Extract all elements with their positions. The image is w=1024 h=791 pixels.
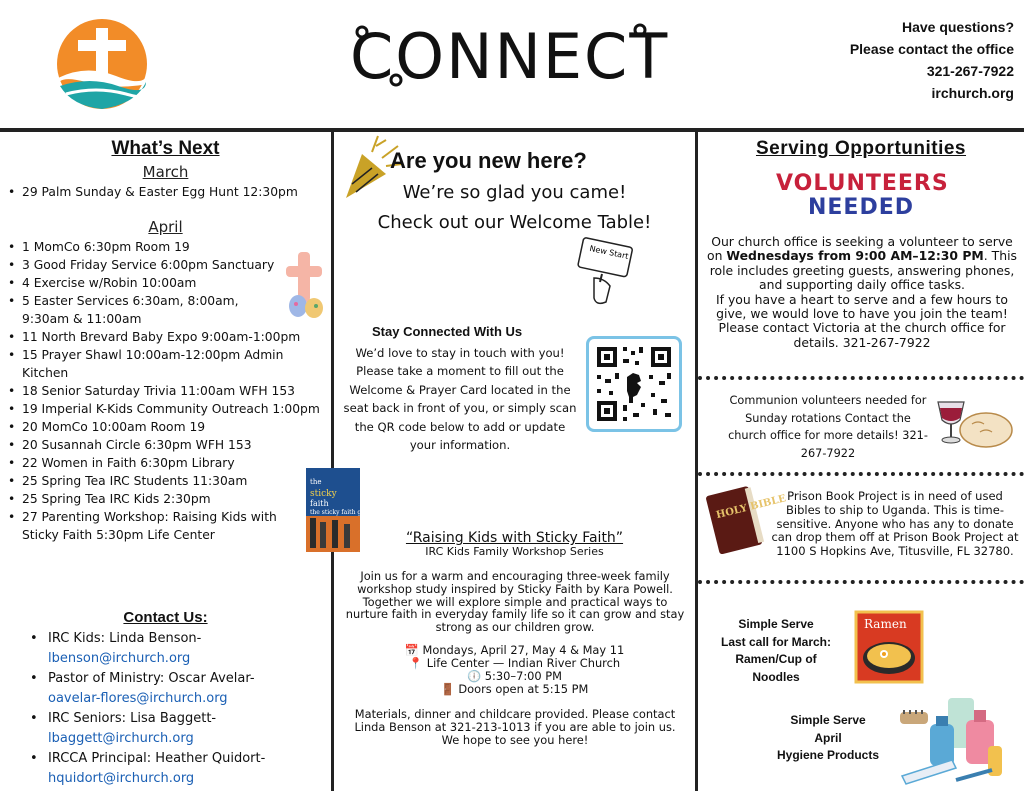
svg-text:sticky: sticky xyxy=(310,489,337,499)
march-event-list xyxy=(0,183,331,201)
list-item: • 29 Palm Sunday & Easter Egg Hunt 12:30pm xyxy=(8,183,331,201)
dotted-divider xyxy=(698,580,1024,584)
schedule-line: 📅 Mondays, April 27, May 4 & May 11 xyxy=(404,643,625,657)
needed-word: NEEDED xyxy=(807,195,915,220)
svg-text:faith: faith xyxy=(310,499,329,508)
contact-label: IRC Kids: Linda Benson- xyxy=(48,631,202,646)
connect-wordmark xyxy=(350,20,685,93)
qr-code[interactable] xyxy=(586,336,682,432)
svg-text:New Start: New Start xyxy=(588,243,630,261)
new-start-sign-icon xyxy=(574,238,644,308)
qr-code-icon xyxy=(589,339,679,429)
svg-text:CONNECT: CONNECT xyxy=(350,20,670,93)
serving-title: Serving Opportunities xyxy=(755,138,967,159)
april-event-list xyxy=(0,238,331,544)
list-item: • 19 Imperial K-Kids Community Outreach 1:00pm xyxy=(8,400,331,418)
list-item: • 5 Easter Services 6:30am, 8:00am, 9:30am & 11:00am xyxy=(8,292,331,328)
list-item xyxy=(22,629,322,669)
contact-us-title: Contact Us: xyxy=(123,609,208,626)
contact-email-link[interactable]: hquidort@irchurch.org xyxy=(48,771,195,786)
dotted-divider xyxy=(698,472,1024,476)
sticky-faith-subtitle: IRC Kids Family Workshop Series xyxy=(425,545,604,558)
list-item: • 15 Prayer Shawl 10:00am-12:00pm Admin Kitchen xyxy=(8,346,331,382)
schedule-line: 🕕 5:30–7:00 PM xyxy=(467,669,562,683)
list-item xyxy=(22,709,322,749)
header-website[interactable]: irchurch.org xyxy=(931,85,1014,101)
list-item: • 3 Good Friday Service 6:00pm Sanctuary xyxy=(8,256,331,274)
whats-next-title: What’s Next xyxy=(111,138,220,159)
schedule-line: 📍 Life Center — Indian River Church xyxy=(408,656,621,670)
contact-label: IRC Seniors: Lisa Baggett- xyxy=(48,711,217,726)
svg-text:HOLY BIBLE: HOLY BIBLE xyxy=(715,493,788,522)
list-item: • 20 Susannah Circle 6:30pm WFH 153 xyxy=(8,436,331,454)
welcome-title: Are you new here? xyxy=(390,148,587,173)
stay-connected-body: We’d love to stay in touch with you! Please take a moment to fill out the Welcome & Prayer Card located in the seat back in front of you, or simply scan the QR code below to add or update your information. xyxy=(343,346,577,453)
list-item: • 25 Spring Tea IRC Students 11:30am xyxy=(8,472,331,490)
easter-cross-icon xyxy=(284,250,328,320)
communion-text: Communion volunteers needed for Sunday rotations Contact the church office for more details! 321-267-7922 xyxy=(728,394,928,460)
welcome-line: Check out our Welcome Table! xyxy=(377,212,652,233)
contact-email-link[interactable]: lbenson@irchurch.org xyxy=(48,651,191,666)
ramen-cup-icon xyxy=(854,610,924,684)
contact-list xyxy=(22,629,322,789)
header-contact-line: Please contact the office xyxy=(849,41,1014,57)
church-logo-icon xyxy=(56,18,148,110)
svg-text:the: the xyxy=(310,478,322,486)
list-item: • 25 Spring Tea IRC Kids 2:30pm xyxy=(8,490,331,508)
list-item: • 22 Women in Faith 6:30pm Library xyxy=(8,454,331,472)
svg-text:the sticky faith guide for you: the sticky faith guide for your family xyxy=(310,509,422,516)
communion-cup-bread-icon xyxy=(934,394,1014,454)
prison-book-project-text: Prison Book Project is in need of used Bibles to ship to Uganda. This is time-sensitive. Anyone who has any to donate can drop them off at Prison Book Project at 1100 S Hopkins Ave, Titusville, FL 32780. xyxy=(771,489,1019,559)
dotted-divider xyxy=(698,376,1024,380)
contact-label: IRCCA Principal: Heather Quidort- xyxy=(48,751,266,766)
schedule-line: 🚪 Doors open at 5:15 PM xyxy=(440,682,589,696)
office-volunteer-text: Our church office is seeking a volunteer to serve on Wednesdays from 9:00 AM–12:30 PM. This role includes greeting guests, answering phones, and supporting daily office tasks. If you have a heart to serve and a few hours to give, we would love to have you join the team! Please contact Victoria at the church office for details. 321-267-7922 xyxy=(707,234,1017,350)
sticky-faith-footer: Materials, dinner and childcare provided. Please contact Linda Benson at 321-213-1013 if you are able to join us. We hope to see you here! xyxy=(354,707,676,747)
list-item: • 4 Exercise w/Robin 10:00am xyxy=(8,274,331,292)
simple-serve-april: Simple Serve April Hygiene Products xyxy=(776,713,880,762)
holy-bible-icon xyxy=(704,484,788,556)
header-phone[interactable]: 321-267-7922 xyxy=(926,63,1014,79)
welcome-column xyxy=(310,132,695,791)
list-item: • 1 MomCo 6:30pm Room 19 xyxy=(8,238,331,256)
volunteers-word: VOLUNTEERS xyxy=(776,171,949,196)
svg-text:Ramen: Ramen xyxy=(864,617,907,631)
welcome-line: We’re so glad you came! xyxy=(402,182,627,203)
sticky-faith-title: “Raising Kids with Sticky Faith” xyxy=(405,530,624,546)
list-item: • 11 North Brevard Baby Expo 9:00am-1:00pm xyxy=(8,328,331,346)
serving-column xyxy=(698,132,1024,791)
header-contact xyxy=(784,16,1014,104)
list-item: • 27 Parenting Workshop: Raising Kids with Sticky Faith 5:30pm Life Center xyxy=(8,508,331,544)
list-item: • 18 Senior Saturday Trivia 11:00am WFH 153 xyxy=(8,382,331,400)
list-item xyxy=(22,749,322,789)
contact-email-link[interactable]: oavelar-flores@irchurch.org xyxy=(48,691,228,706)
sticky-faith-schedule xyxy=(334,644,695,696)
stay-connected-title: Stay Connected With Us xyxy=(372,324,523,339)
list-item: • 20 MomCo 10:00am Room 19 xyxy=(8,418,331,436)
whats-next-column xyxy=(0,132,331,791)
simple-serve-march: Simple Serve Last call for March: Ramen/Cup of Noodles xyxy=(720,617,832,684)
month-heading: April xyxy=(148,218,183,236)
contact-email-link[interactable]: lbaggett@irchurch.org xyxy=(48,731,194,746)
sticky-faith-body: Join us for a warm and encouraging three-week family workshop study inspired by Sticky Faith by Kara Powell. Together we will explore simple and practical ways to nurture faith in everyday family life so it can grow and stay strong as our children grow. xyxy=(345,569,685,635)
list-item xyxy=(22,669,322,709)
volunteers-needed-banner xyxy=(776,171,949,220)
hygiene-products-icon xyxy=(896,694,1006,786)
header-contact-line: Have questions? xyxy=(901,19,1014,35)
month-heading: March xyxy=(142,163,189,181)
contact-label: Pastor of Ministry: Oscar Avelar- xyxy=(48,671,255,686)
